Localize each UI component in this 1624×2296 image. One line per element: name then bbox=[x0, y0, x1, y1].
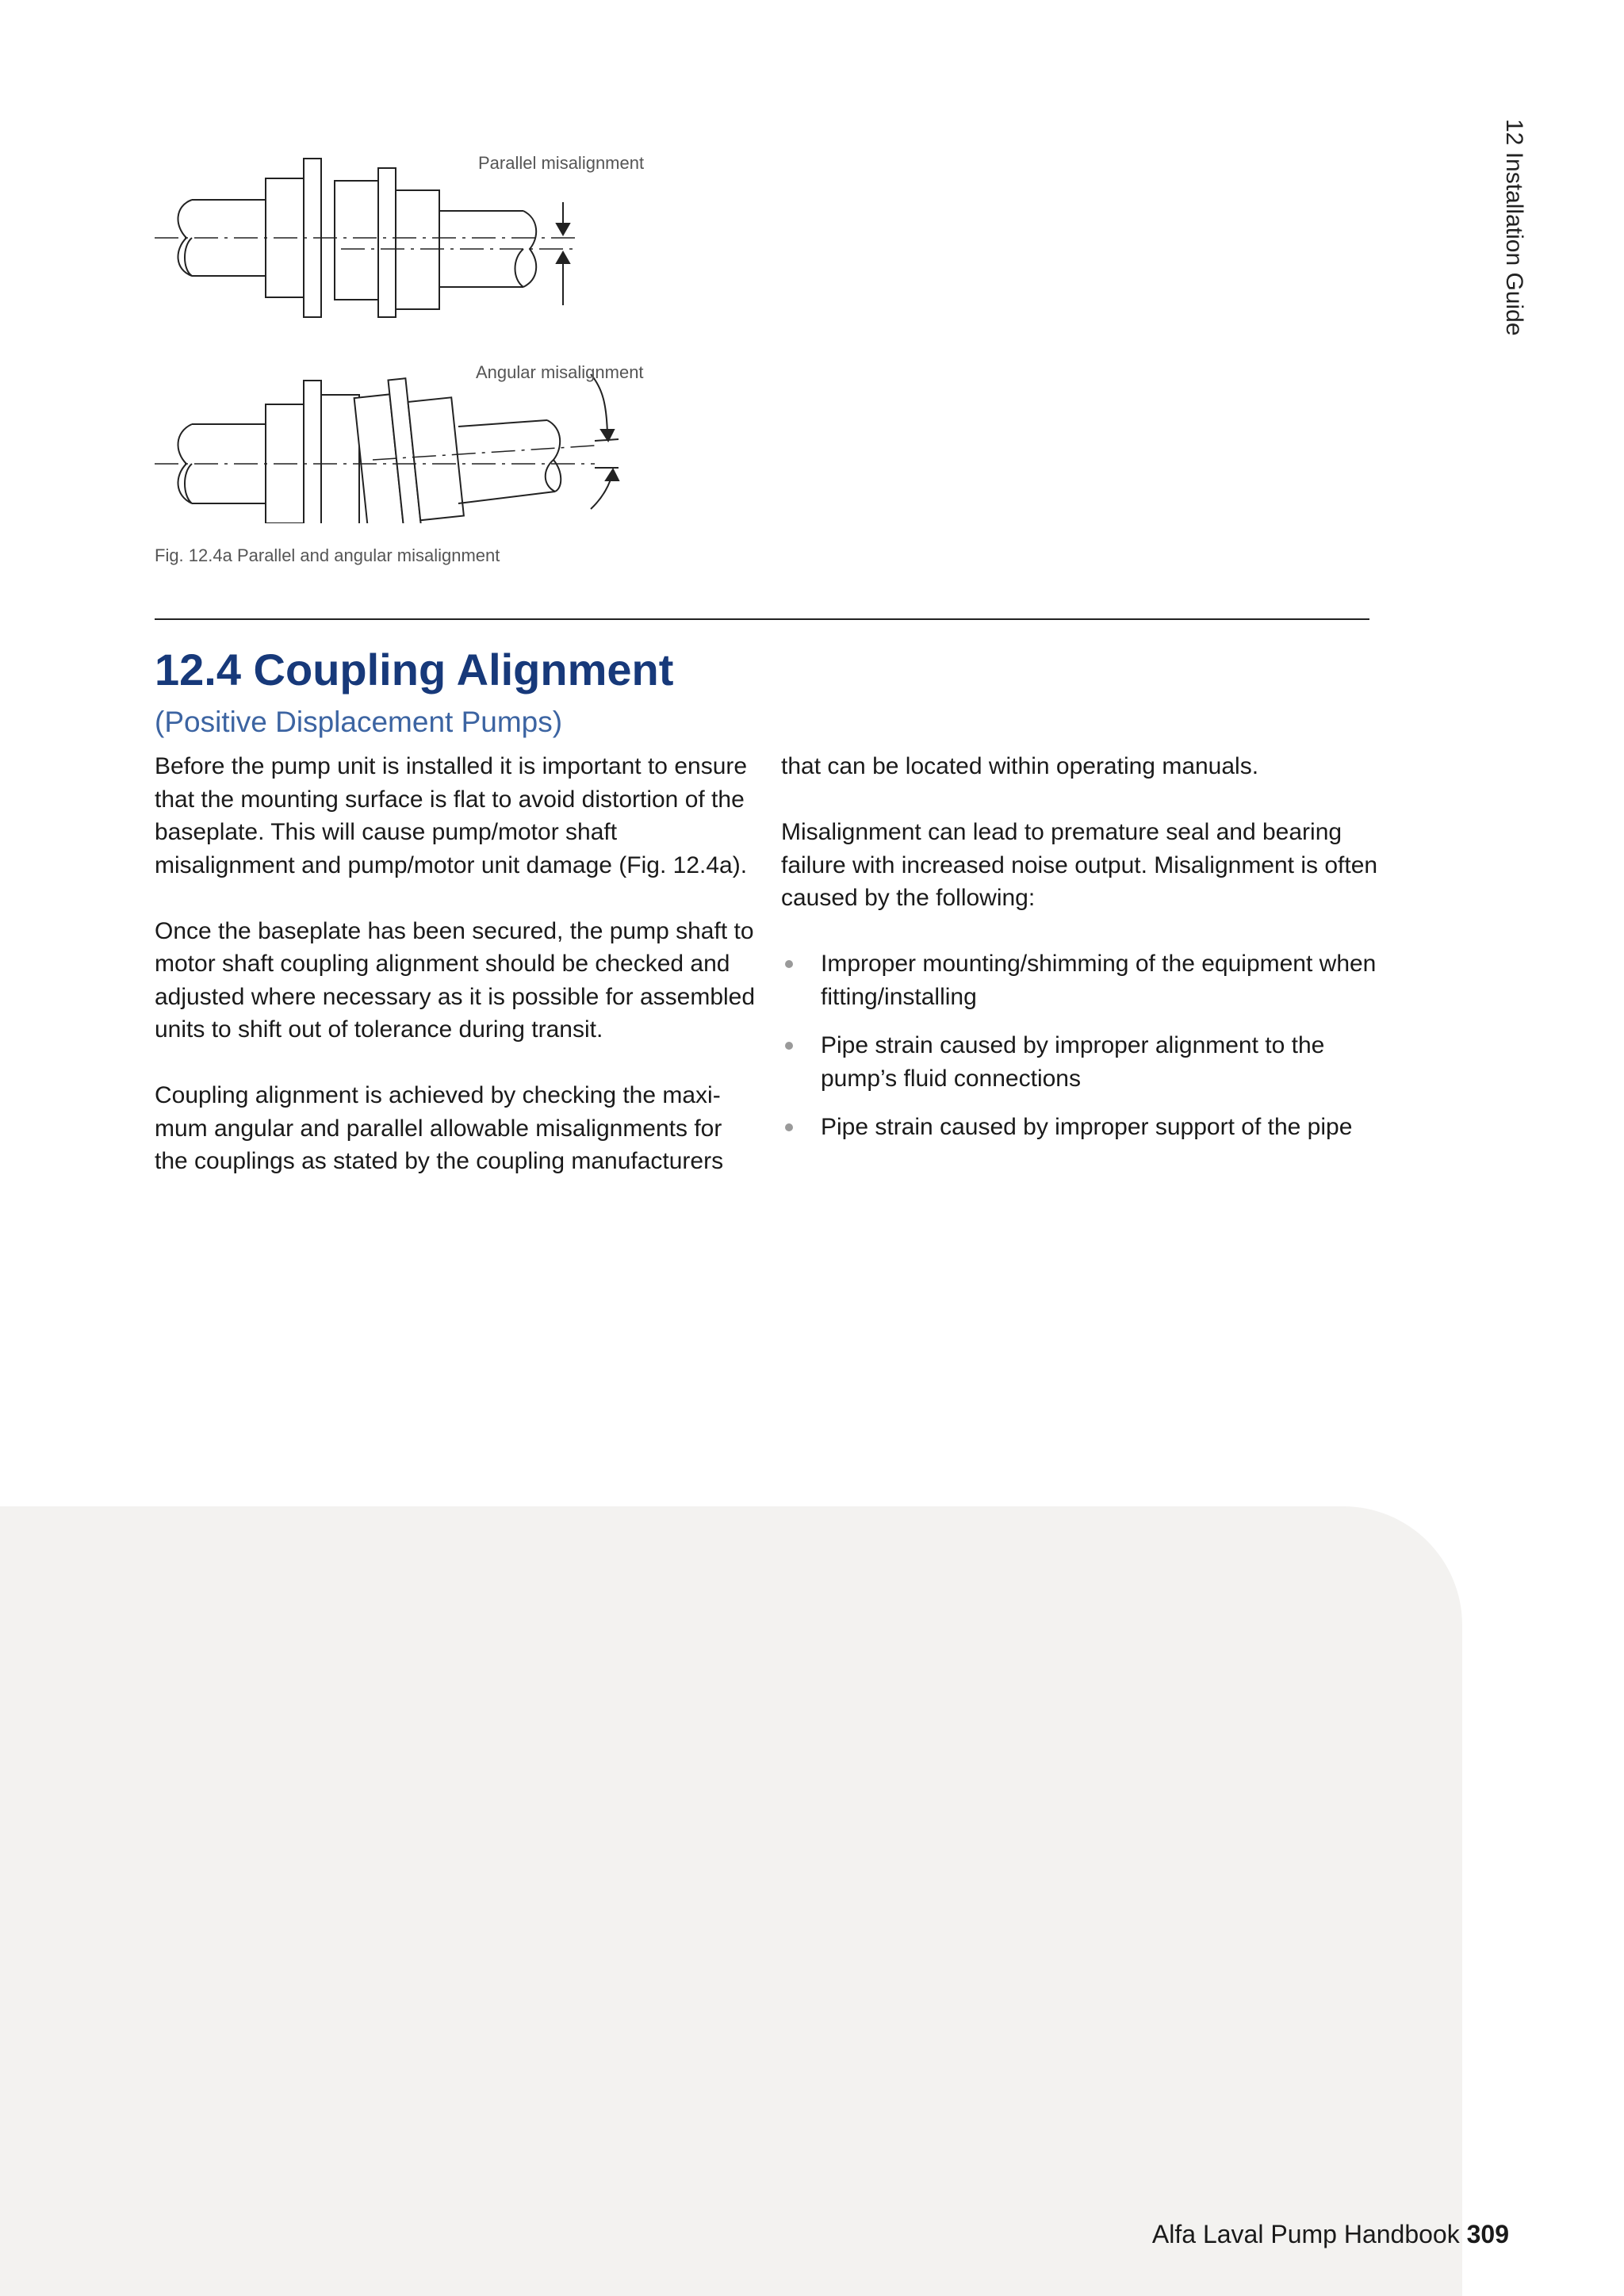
list-item bbox=[781, 1029, 1384, 1095]
right-text-column bbox=[781, 750, 1384, 1160]
body-paragraph: Coupling alignment is achieved by checking the maxi-mum angular and parallel allowable misalignments for the couplings as stated by the coupling manufacturers bbox=[155, 1082, 724, 1174]
angular-misalignment-label: Angular misalignment bbox=[476, 362, 644, 382]
page-number: 309 bbox=[1466, 2220, 1509, 2248]
parallel-misalignment-drawing bbox=[155, 153, 644, 317]
list-item-text: Improper mounting/shimming of the equipment when fitting/installing bbox=[821, 951, 1377, 1010]
footer-background-panel bbox=[0, 1506, 1462, 2296]
bullet-dot-icon bbox=[785, 1042, 793, 1050]
bullet-dot-icon bbox=[785, 960, 793, 968]
misalignment-figure bbox=[151, 143, 674, 523]
bullet-dot-icon bbox=[785, 1123, 793, 1131]
body-paragraph: Misalignment can lead to premature seal and bearing failure with increased noise output. Misalignment is often caused by the following: bbox=[781, 819, 1378, 911]
list-item-text: Pipe strain caused by improper support of the pipe bbox=[821, 1114, 1353, 1140]
angular-misalignment-drawing bbox=[155, 362, 644, 523]
book-title: Alfa Laval Pump Handbook bbox=[1151, 2220, 1460, 2248]
cause-list bbox=[781, 947, 1384, 1144]
chapter-side-tab-label: 12 Installation Guide bbox=[1501, 119, 1527, 336]
figure-caption: Fig. 12.4a Parallel and angular misalignment bbox=[155, 545, 500, 565]
list-item bbox=[781, 947, 1384, 1013]
parallel-misalignment-label: Parallel misalignment bbox=[478, 153, 645, 173]
body-paragraph: that can be located within operating manuals. bbox=[781, 753, 1259, 779]
left-text-column bbox=[155, 750, 757, 1211]
section-subtitle: (Positive Displacement Pumps) bbox=[155, 706, 563, 738]
body-paragraph: Once the baseplate has been secured, the pump shaft to motor shaft coupling alignment should be checked and adjusted where necessary as it is possible for assembled units to shift out of tolerance during transit. bbox=[155, 917, 756, 1043]
chapter-side-tab bbox=[1496, 119, 1527, 357]
section-title: 12.4 Coupling Alignment bbox=[155, 645, 674, 695]
body-paragraph: Before the pump unit is installed it is important to ensure that the mounting surface is flat to avoid distortion of the baseplate. This will cause pump/motor shaft misalignment and pump/motor unit damage (Fig. 12.4a). bbox=[155, 753, 748, 878]
section-divider bbox=[155, 618, 1369, 620]
list-item bbox=[781, 1111, 1384, 1144]
page-footer bbox=[1152, 2220, 1509, 2249]
list-item-text: Pipe strain caused by improper alignment to the pump’s fluid connections bbox=[821, 1032, 1325, 1092]
